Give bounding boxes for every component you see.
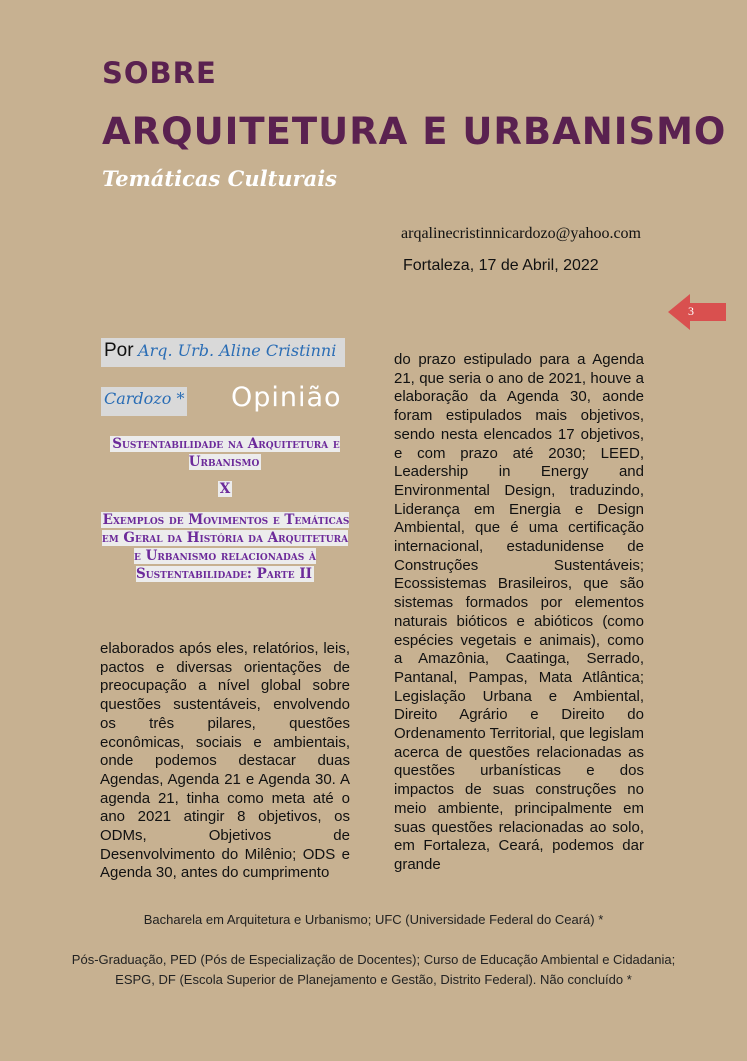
headline-part2-text: Exemplos de Movimentos e Temáticas em Geral da História da Arquitetura e Urbanismo relacionadas à Sustentabilidade: Parte II: [101, 512, 350, 582]
author-byline: [101, 338, 345, 367]
body-right-column: do prazo estipulado para a Agenda 21, que seria o ano de 2021, houve a elaboração da Agenda 30, aonde foram estipulados mais objetivos, sendo nesta elencados 17 objetivos, e com prazo até 2030; LEED, Leadership in Energy and Environmental Design, traduzindo, Liderança em Energia e Design Ambiental, que é uma certificação internacional, estadunidense de Construções Sustentáveis; Ecossistemas Brasileiros, que são sistemas formados por elementos naturais bióticos e abióticos (como espécies vegetais e animais), como a Amazônia, Caatinga, Serrado, Pantanal, Pampas, Mata Atlântica; Legislação Urbana e Ambiental, Direito Agrário e Direito do Ordenamento Territorial, que legislam acerca de questões relacionadas as questões urbanísticas e dos impactos de suas construções no meio ambiente, principalmente em suas questões relacionadas ao solo, em Fortaleza, Ceará, podemos dar grande: [394, 351, 644, 873]
headline-part1-text: Sustentabilidade na Arquitetura e Urbanismo: [112, 436, 340, 470]
title-sobre: SOBRE: [102, 56, 217, 90]
body-left-column: elaborados após eles, relatórios, leis, pactos e diversas orientações de preocupação a nível global sobre questões sustentáveis, envolvendo os três pilares, questões econômicas, sociais e ambientais, onde podemos destacar duas Agendas, Agenda 21 e Agenda 30. A agenda 21, tinha como meta até o ano 2021 atingir 8 objetivos, os ODMs, Objetivos de Desenvolvimento do Milênio; ODS e Agenda 30, antes do cumprimento: [100, 640, 350, 882]
subtitle: Temáticas Culturais: [102, 166, 338, 191]
page-number-badge: [668, 294, 728, 330]
headline-separator: [100, 480, 350, 498]
left-arrow-icon: [668, 294, 728, 330]
section-label: Opinião: [231, 382, 342, 413]
publication-date: Fortaleza, 17 de Abril, 2022: [403, 257, 599, 274]
footnote-1: Bacharela em Arquitetura e Urbanismo; UFC (Universidade Federal do Ceará) *: [143, 912, 604, 927]
author-prefix: Por: [104, 340, 134, 361]
headline-separator-text: X: [219, 481, 231, 497]
author-name-continued: Cardozo *: [101, 387, 187, 416]
author-email: arqalinecristinnicardozo@yahoo.com: [401, 225, 641, 242]
footnote-2: Pós-Graduação, PED (Pós de Especialização de Docentes); Curso de Educação Ambiental e Cidadania; ESPG, DF (Escola Superior de Planejamento e Gestão, Distrito Federal). Não concluído *: [71, 952, 676, 987]
headline-part1: [100, 435, 350, 471]
page-number: 3: [688, 304, 694, 318]
author-name: Arq. Urb. Aline Cristinni: [138, 341, 337, 360]
page-title: ARQUITETURA E URBANISMO: [102, 110, 727, 153]
headline-part2: [100, 511, 350, 583]
